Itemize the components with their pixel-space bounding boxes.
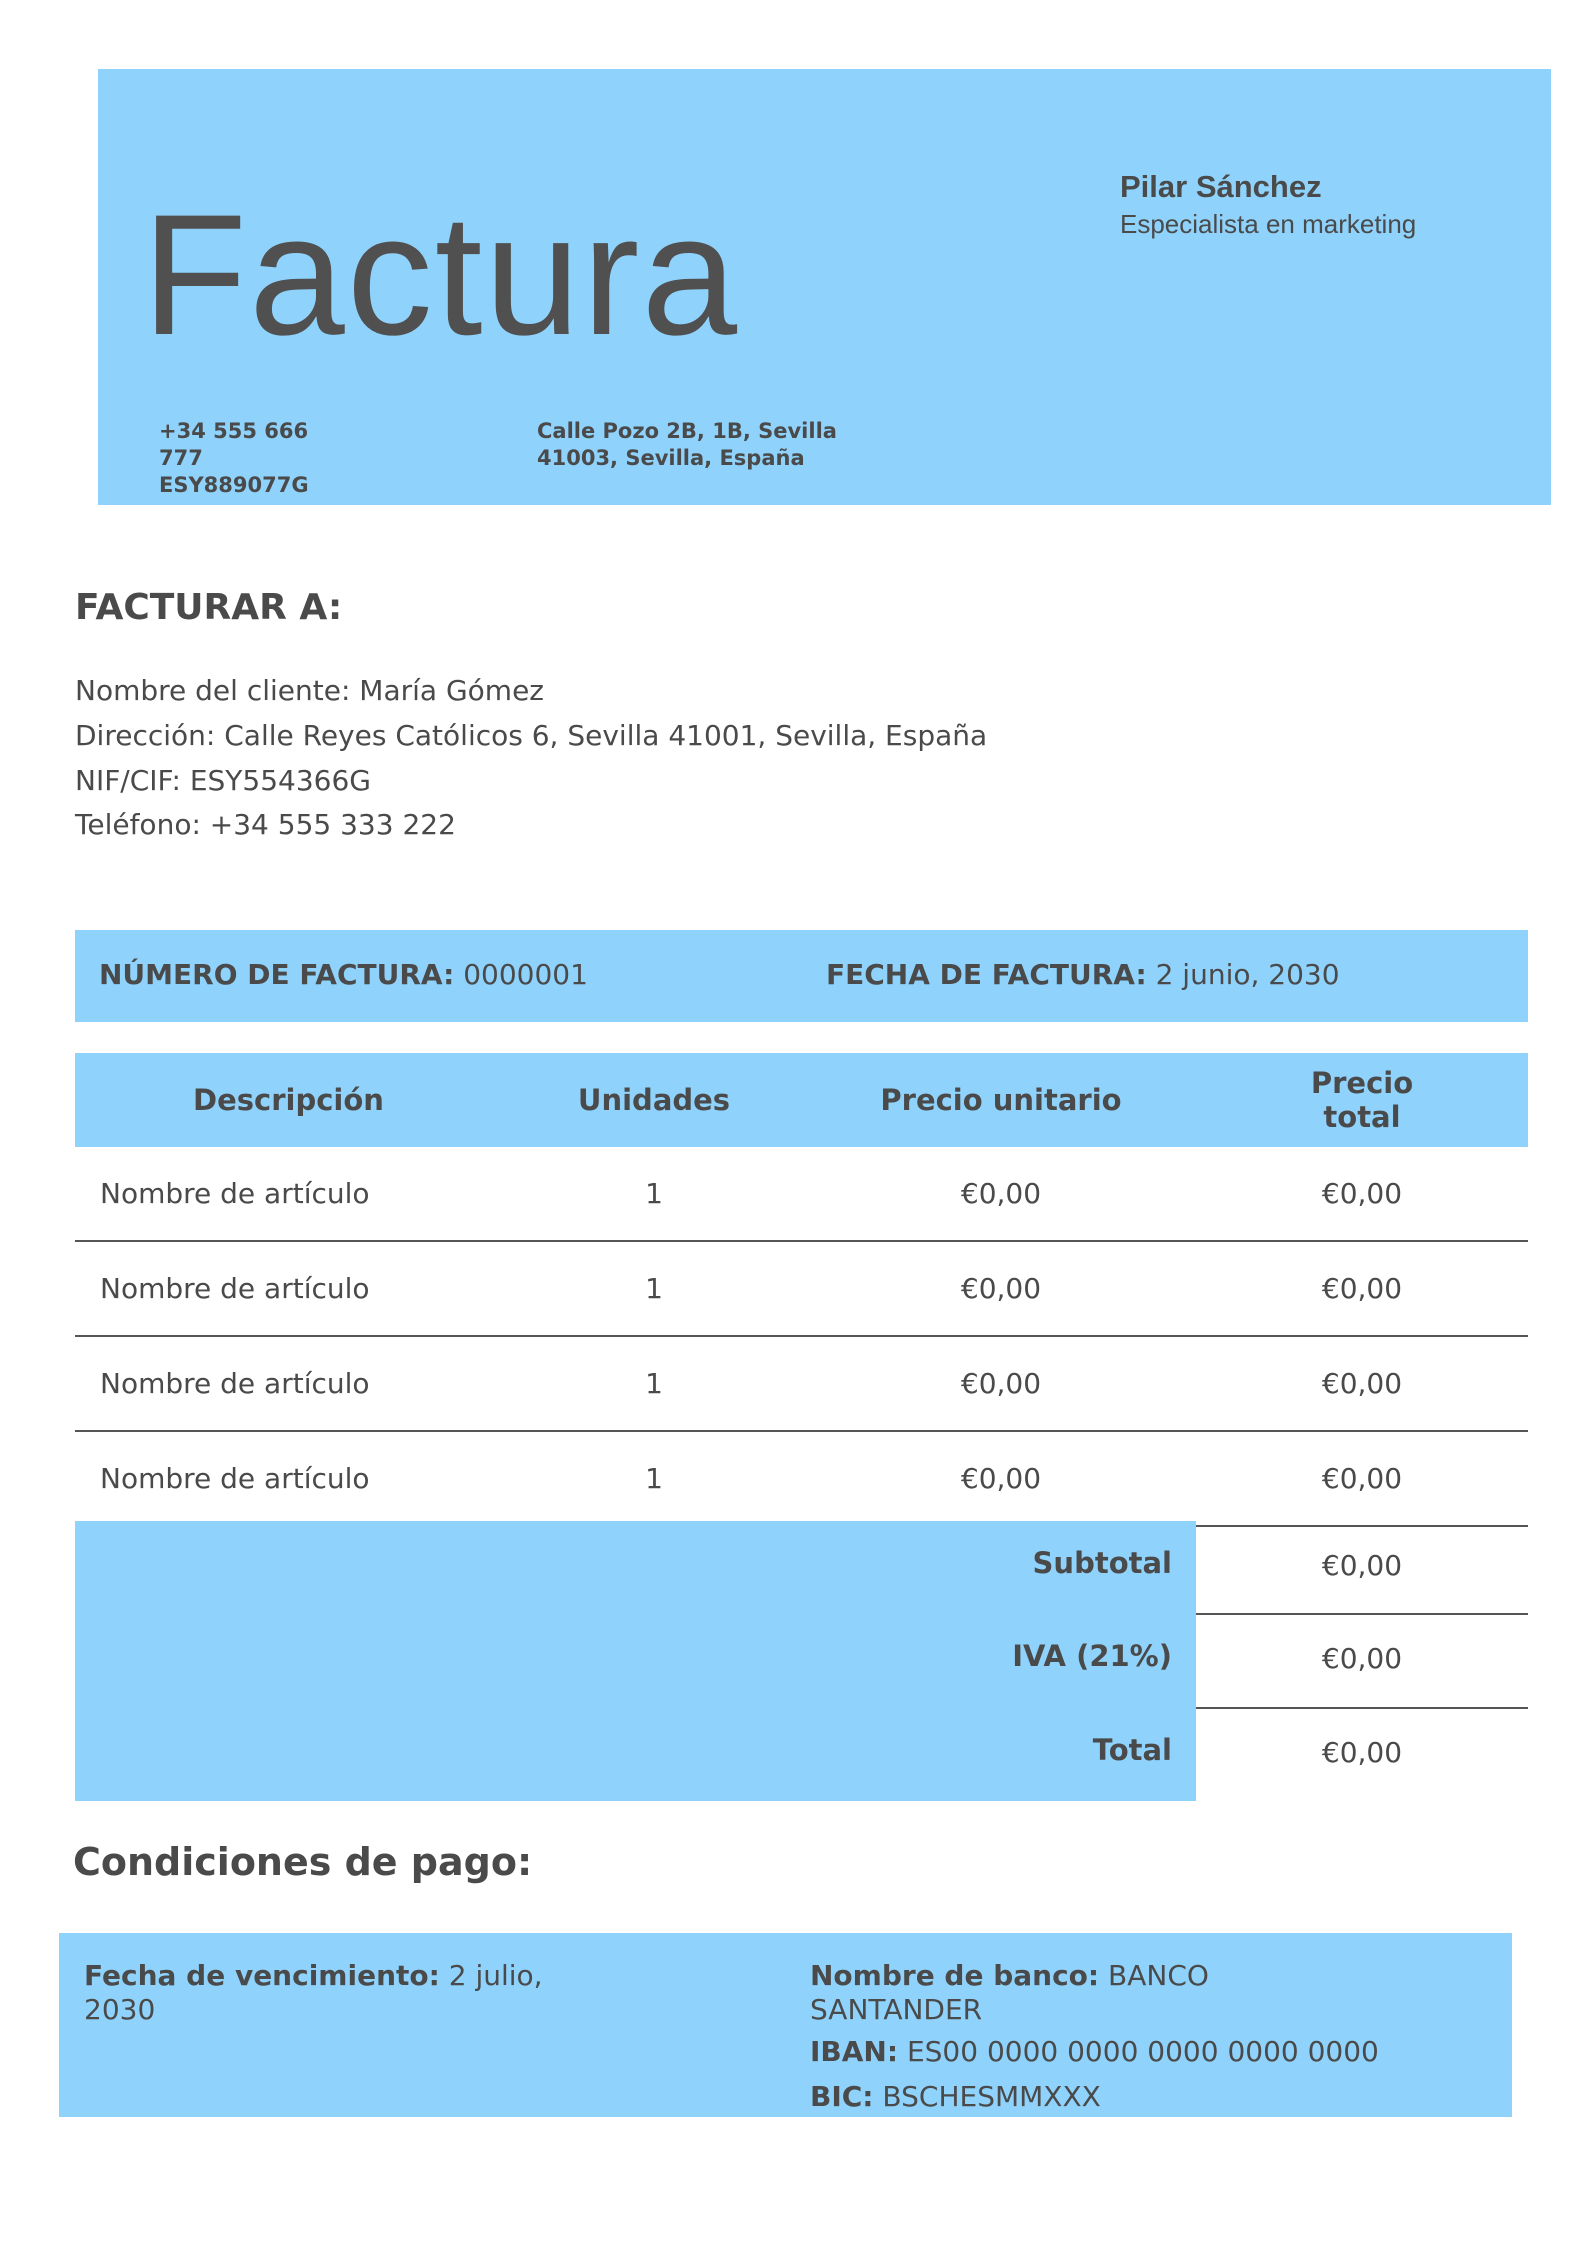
item-unit-price: €0,00 xyxy=(806,1147,1196,1241)
invoice-date-value: 2 junio, 2030 xyxy=(1155,958,1340,991)
item-units: 1 xyxy=(502,1336,806,1431)
tax-label: IVA (21%) xyxy=(1012,1639,1172,1673)
invoice-header xyxy=(98,69,1551,505)
issuer-tax-id: ESY889077G xyxy=(159,473,309,497)
col-header-unit-price: Precio unitario xyxy=(806,1053,1196,1147)
issuer-phone-1: +34 555 666 xyxy=(159,419,309,443)
due-date-value: 2 julio, 2030 xyxy=(84,1959,543,2026)
item-unit-price: €0,00 xyxy=(806,1431,1196,1526)
invoice-number-label: NÚMERO DE FACTURA: xyxy=(99,958,455,991)
invoice-meta-bar xyxy=(75,930,1528,1022)
subtotal-label: Subtotal xyxy=(1032,1546,1172,1580)
invoice-title: Factura xyxy=(142,179,740,371)
item-unit-price: €0,00 xyxy=(806,1241,1196,1336)
issuer-contact xyxy=(159,418,359,499)
client-address: Dirección: Calle Reyes Católicos 6, Sevilla 41001, Sevilla, España xyxy=(75,719,988,752)
bic-label: BIC: xyxy=(810,2080,874,2113)
bank-name-label: Nombre de banco: xyxy=(810,1959,1100,1992)
issuer-address xyxy=(537,418,837,472)
issuer-address-2: 41003, Sevilla, España xyxy=(537,446,805,470)
issuer-info xyxy=(1120,169,1416,240)
total-label: Total xyxy=(1092,1733,1172,1767)
invoice-number-value: 0000001 xyxy=(463,958,588,991)
col-header-units: Unidades xyxy=(502,1053,806,1147)
item-description: Nombre de artículo xyxy=(75,1431,502,1526)
item-description: Nombre de artículo xyxy=(75,1336,502,1431)
items-table xyxy=(75,1053,1528,1527)
table-row xyxy=(75,1241,1528,1336)
payment-terms-box xyxy=(59,1933,1512,2117)
invoice-date-label: FECHA DE FACTURA: xyxy=(826,958,1147,991)
item-units: 1 xyxy=(502,1431,806,1526)
iban-label: IBAN: xyxy=(810,2035,899,2068)
item-total: €0,00 xyxy=(1196,1431,1528,1526)
iban-value: ES00 0000 0000 0000 0000 0000 xyxy=(906,2035,1379,2068)
totals-block xyxy=(75,1521,1528,1801)
table-row xyxy=(75,1431,1528,1526)
client-tax-id: NIF/CIF: ESY554366G xyxy=(75,764,371,797)
subtotal-value: €0,00 xyxy=(1321,1549,1403,1582)
bic xyxy=(810,2080,1101,2114)
item-total: €0,00 xyxy=(1196,1241,1528,1336)
item-total: €0,00 xyxy=(1196,1147,1528,1241)
item-total: €0,00 xyxy=(1196,1336,1528,1431)
item-units: 1 xyxy=(502,1147,806,1241)
due-date xyxy=(84,1959,604,2027)
item-units: 1 xyxy=(502,1241,806,1336)
item-unit-price: €0,00 xyxy=(806,1336,1196,1431)
bank-name-value: BANCO SANTANDER xyxy=(810,1959,1209,2026)
tax-value: €0,00 xyxy=(1321,1642,1403,1675)
issuer-address-1: Calle Pozo 2B, 1B, Sevilla xyxy=(537,419,837,443)
client-phone: Teléfono: +34 555 333 222 xyxy=(75,808,456,841)
total-value: €0,00 xyxy=(1321,1736,1403,1769)
col-header-description: Descripción xyxy=(75,1053,502,1147)
client-name: Nombre del cliente: María Gómez xyxy=(75,674,544,707)
table-row xyxy=(75,1147,1528,1241)
col-header-total-price: Precio total xyxy=(1196,1053,1528,1147)
invoice-date xyxy=(826,958,1340,991)
bic-value: BSCHESMMXXX xyxy=(882,2080,1101,2113)
issuer-name: Pilar Sánchez xyxy=(1120,169,1322,204)
item-description: Nombre de artículo xyxy=(75,1241,502,1336)
due-date-label: Fecha de vencimiento: xyxy=(84,1959,440,1992)
payment-terms-heading: Condiciones de pago: xyxy=(73,1840,533,1884)
issuer-phone-2: 777 xyxy=(159,446,203,470)
bill-to-heading: FACTURAR A: xyxy=(75,587,343,628)
issuer-role: Especialista en marketing xyxy=(1120,209,1417,239)
iban xyxy=(810,2035,1379,2069)
invoice-number xyxy=(99,958,588,991)
bank-name xyxy=(810,1959,1250,2027)
item-description: Nombre de artículo xyxy=(75,1147,502,1241)
table-row xyxy=(75,1336,1528,1431)
